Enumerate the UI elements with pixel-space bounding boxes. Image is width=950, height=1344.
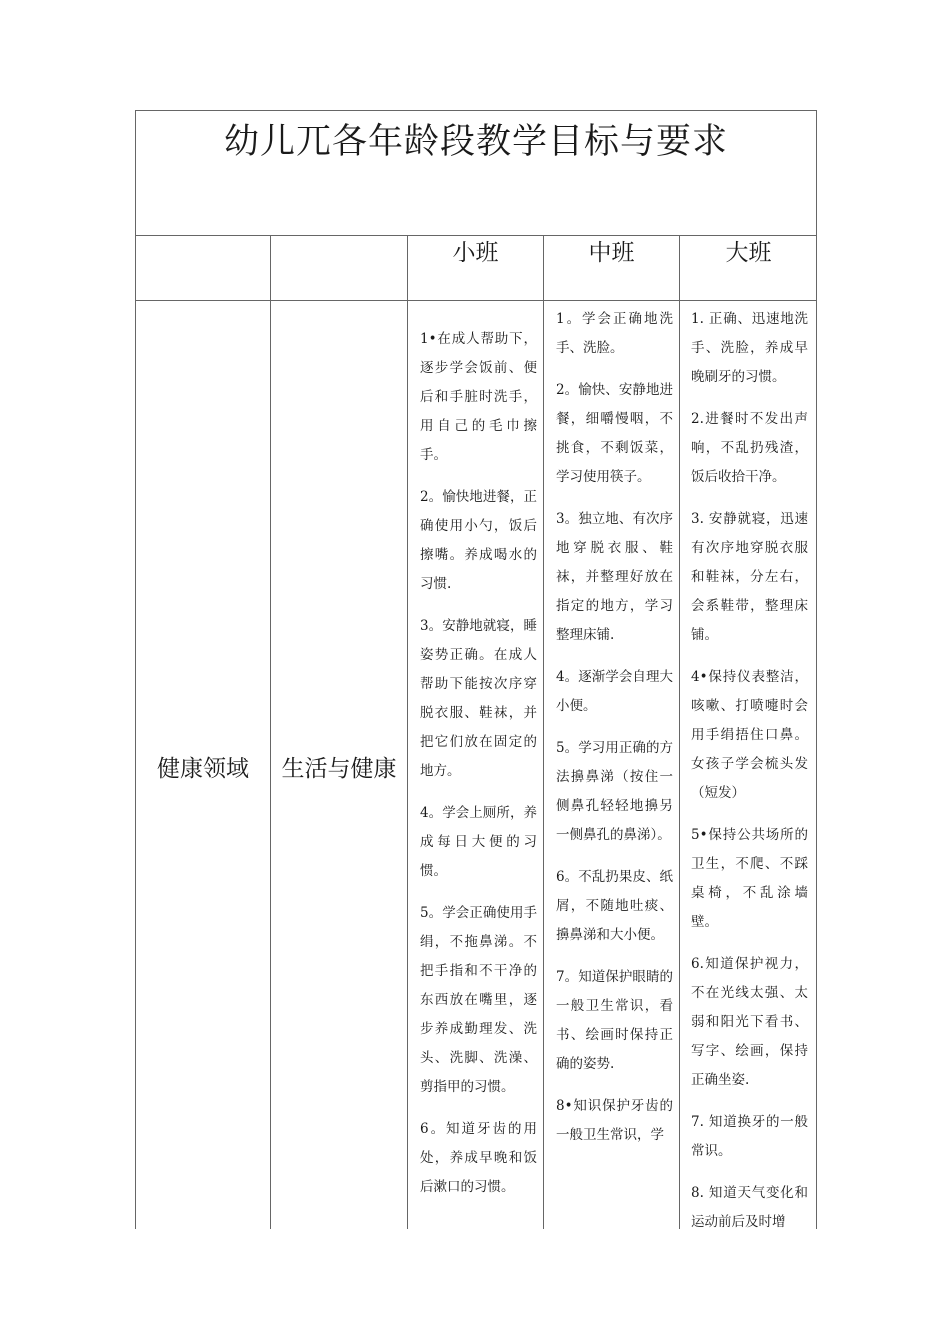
list-item: 1•在成人帮助下，逐步学会饭前、便后和手脏时洗手，用自己的毛巾擦手。	[420, 331, 537, 463]
list-item: 5。学会正确使用手绢，不拖鼻涕。不把手指和不干净的东西放在嘴里，逐步养成勤理发、洗头、洗脚、洗澡、剪指甲的习惯。	[420, 905, 537, 1095]
large-class-goals	[691, 305, 808, 1229]
page-title: 幼儿兀各年龄段教学目标与要求	[223, 122, 728, 162]
list-item: 3。安静地就寝，睡姿势正确。在成人帮助下能按次序穿脱衣服、鞋袜，并把它们放在固定的地方。	[420, 618, 537, 779]
col-divider-1	[270, 235, 271, 1229]
list-item: 4•保持仪表整洁，咳嗽、打喷嚏时会用手绢捂住口鼻。女孩子学会梳头发（短发）	[691, 669, 808, 801]
list-item: 7。知道保护眼睛的一般卫生常识，看书、绘画时保持正确的姿势.	[556, 969, 673, 1072]
column-header-middle: 中班	[588, 240, 635, 266]
col-divider-4	[679, 235, 680, 1229]
list-item: 6。不乱扔果皮、纸屑，不随地吐痰、擤鼻涕和大小便。	[556, 869, 673, 943]
list-item: 4。学会上厕所，养成每日大便的习惯。	[420, 805, 537, 879]
list-item: 6.知道保护视力，不在光线太强、太弱和阳光下看书、写字、绘画，保持正确坐姿.	[691, 956, 808, 1088]
list-item: 4。逐渐学会自理大小便。	[556, 669, 673, 714]
middle-class-goals	[556, 305, 673, 1229]
subdomain-cell: 生活与健康	[281, 756, 397, 782]
list-item: 2。愉快地进餐，正确使用小勺，饭后擦嘴。养成喝水的习惯.	[420, 489, 537, 592]
col-divider-2	[407, 235, 408, 1229]
list-item: 5。学习用正确的方法擤鼻涕（按住一侧鼻孔轻轻地擤另一侧鼻孔的鼻涕）。	[556, 740, 673, 843]
list-item: 6。知道牙齿的用处，养成早晚和饭后漱口的习惯。	[420, 1121, 537, 1195]
column-header-large: 大班	[725, 240, 772, 266]
list-item: 3. 安静就寝，迅速有次序地穿脱衣服和鞋袜，分左右，会系鞋带，整理床铺。	[691, 511, 808, 643]
list-item: 5•保持公共场所的卫生，不爬、不踩桌椅，不乱涂墙壁。	[691, 827, 808, 930]
small-class-goals	[420, 325, 537, 1229]
list-item: 2。愉快、安静地进餐，细嚼慢咽，不挑食，不剩饭菜，学习使用筷子。	[556, 382, 673, 485]
list-item: 1. 正确、迅速地洗手、洗脸，养成早晚刷牙的习惯。	[691, 311, 808, 385]
header-row-divider	[135, 300, 817, 301]
col-divider-3	[543, 235, 544, 1229]
domain-cell: 健康领域	[157, 756, 249, 782]
list-item: 7. 知道换牙的一般常识。	[691, 1114, 808, 1159]
list-item: 2.进餐时不发出声响，不乱扔残渣，饭后收拾干净。	[691, 411, 808, 485]
list-item: 1。学会正确地洗手、洗脸。	[556, 311, 673, 356]
list-item: 3。独立地、有次序地穿脱衣服、鞋袜，并整理好放在指定的地方，学习整理床铺.	[556, 511, 673, 643]
column-header-small: 小班	[452, 240, 499, 266]
list-item: 8. 知道天气变化和运动前后及时增	[691, 1185, 808, 1229]
list-item: 8•知识保护牙齿的一般卫生常识，学	[556, 1098, 673, 1143]
